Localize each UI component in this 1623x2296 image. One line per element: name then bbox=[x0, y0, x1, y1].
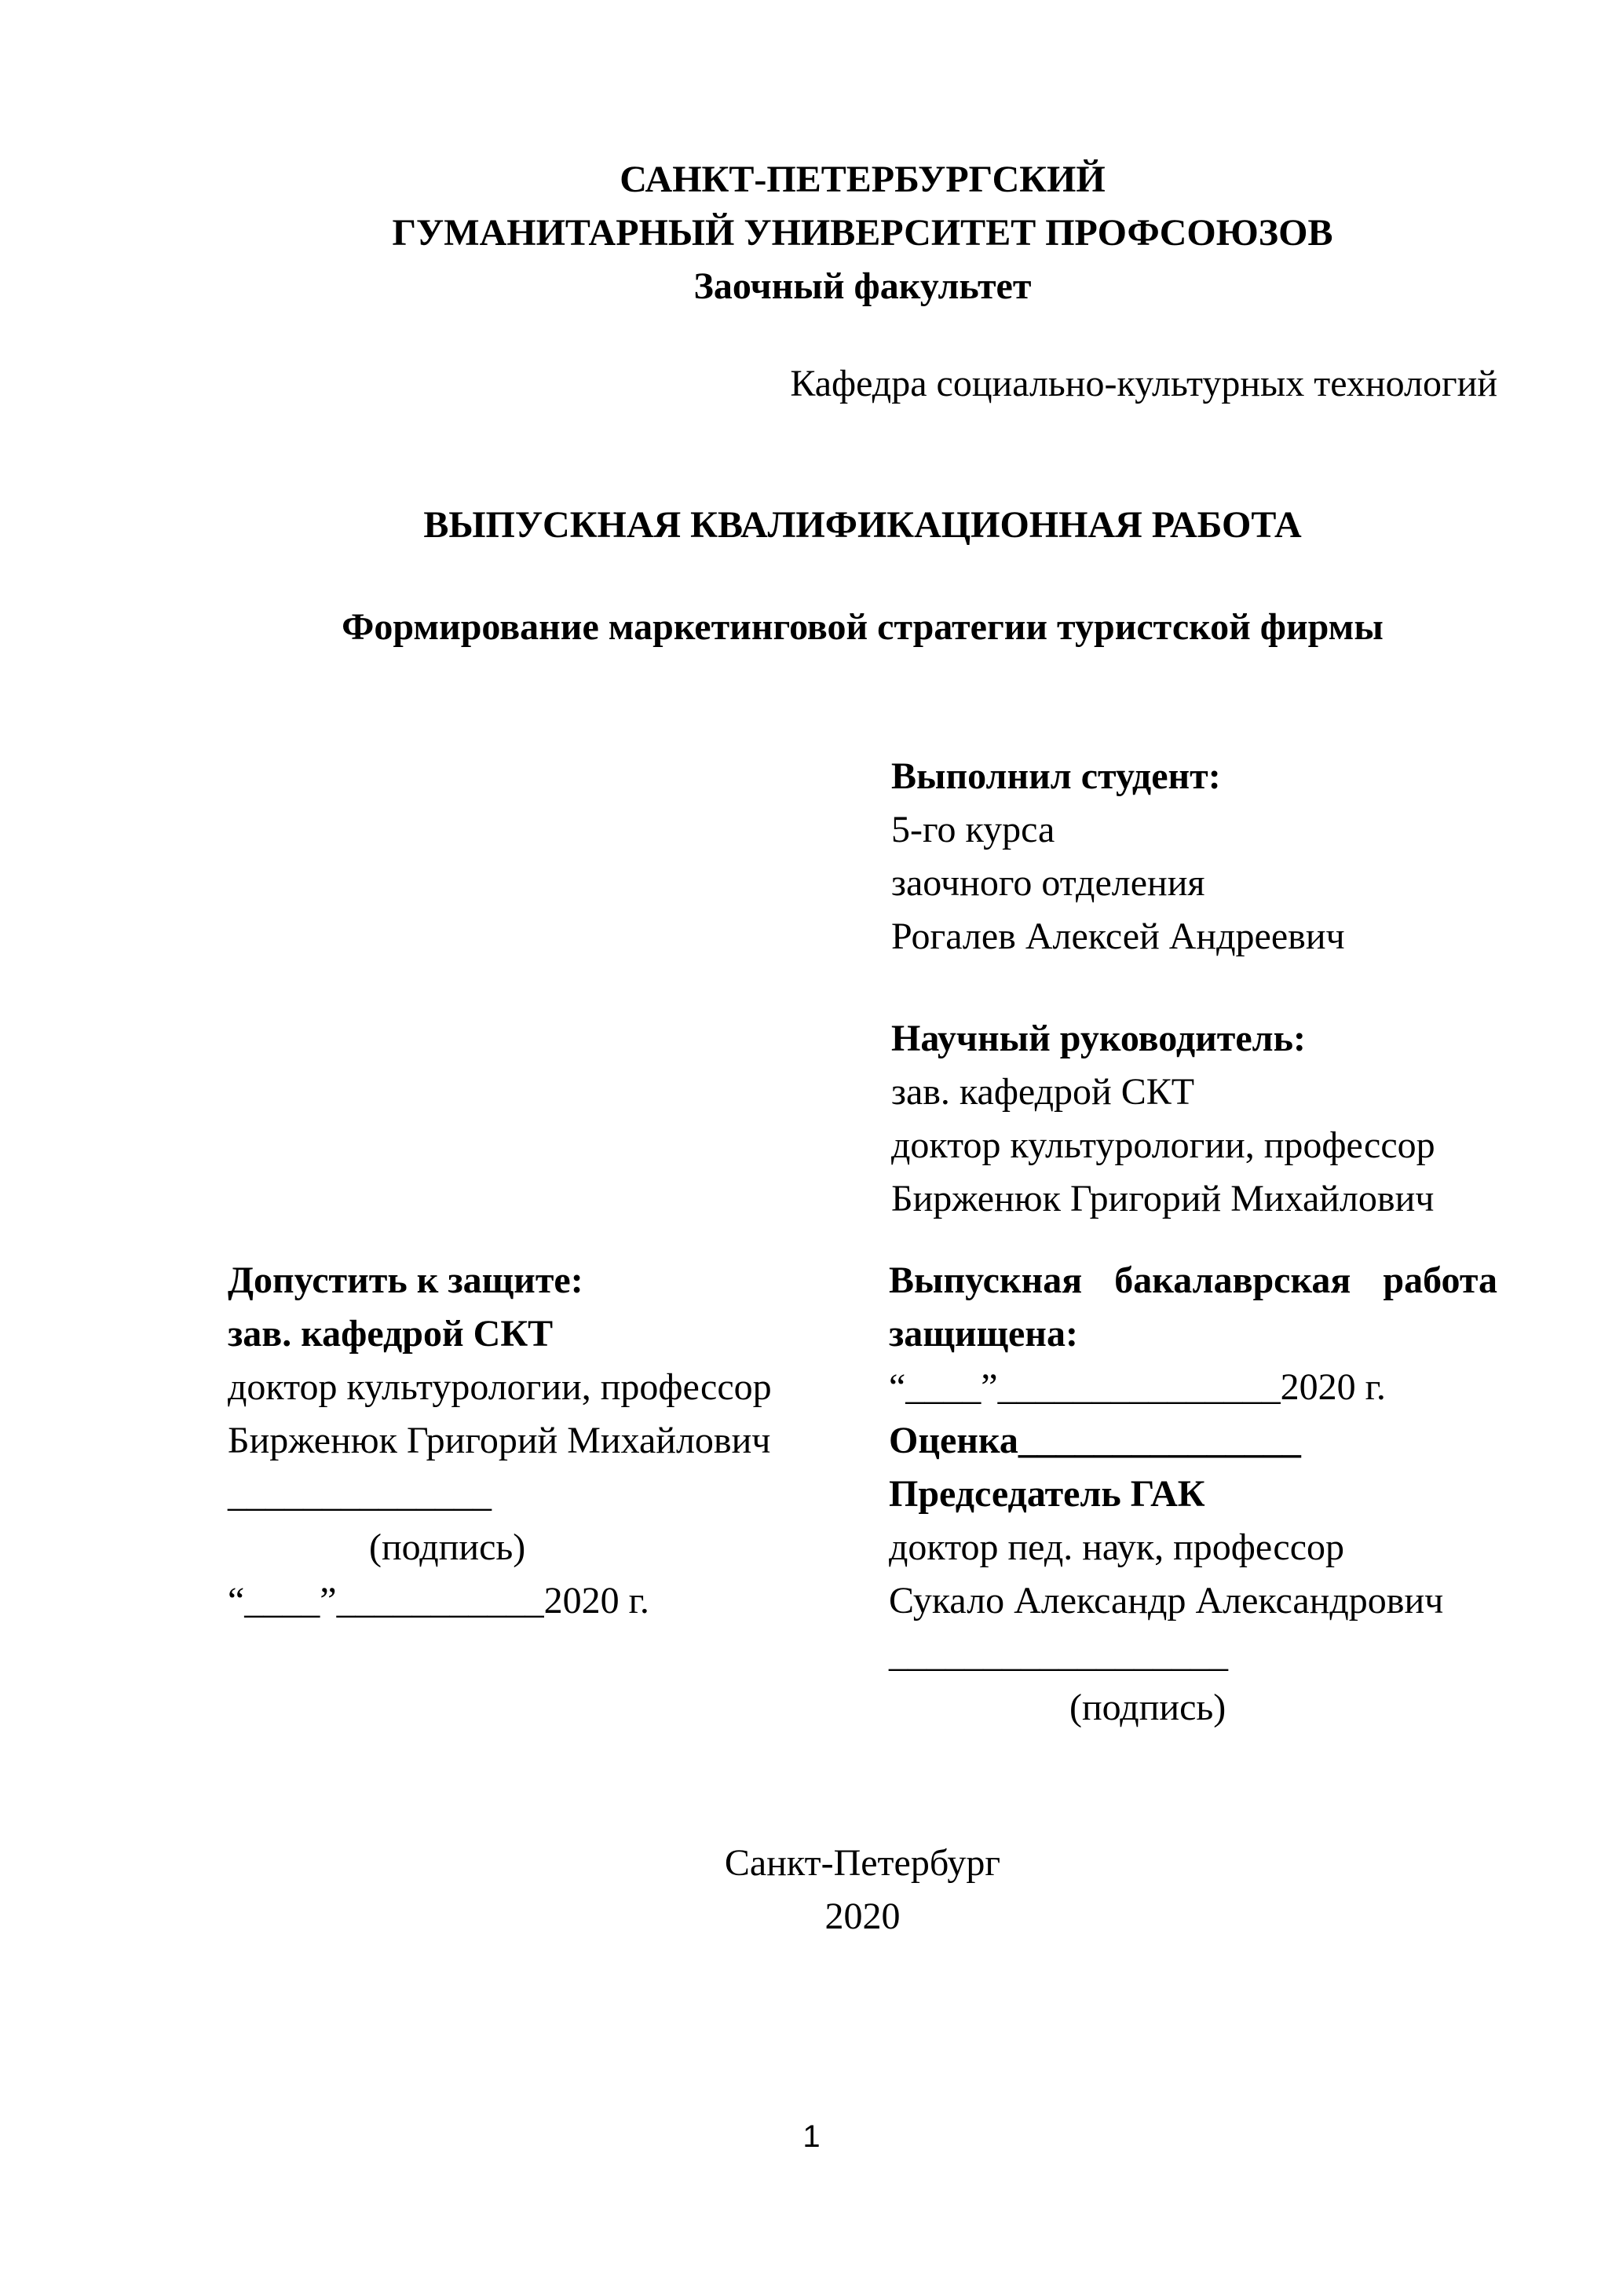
university-name-line-2: ГУМАНИТАРНЫЙ УНИВЕРСИТЕТ ПРОФСОЮЗОВ bbox=[392, 212, 1333, 254]
advisor-degree: доктор культурологии, профессор bbox=[891, 1124, 1435, 1166]
admission-position: зав. кафедрой СКТ bbox=[228, 1313, 554, 1355]
admission-name: Бирженюк Григорий Михайлович bbox=[228, 1420, 771, 1461]
university-name-line-1: САНКТ-ПЕТЕРБУРГСКИЙ bbox=[620, 159, 1106, 200]
admission-degree: доктор культурологии, профессор bbox=[228, 1366, 772, 1408]
page-number: 1 bbox=[802, 2119, 821, 2154]
gak-chairman-heading: Председатель ГАК bbox=[889, 1473, 1205, 1515]
defense-signature-caption: (подпись) bbox=[1069, 1687, 1226, 1728]
admission-section bbox=[228, 1254, 836, 1735]
defense-grade-line: Оценка_______________ bbox=[889, 1420, 1301, 1461]
student-course: 5-го курса bbox=[891, 809, 1055, 850]
advisor-position: зав. кафедрой СКТ bbox=[891, 1071, 1195, 1113]
work-title: Формирование маркетинговой стратегии туристской фирмы bbox=[342, 606, 1384, 648]
work-type-heading: ВЫПУСКНАЯ КВАЛИФИКАЦИОННАЯ РАБОТА bbox=[423, 504, 1302, 546]
student-section bbox=[891, 750, 1497, 963]
chairman-name: Сукало Александр Александрович bbox=[889, 1580, 1444, 1621]
advisor-heading: Научный руководитель: bbox=[891, 1018, 1306, 1059]
student-mode: заочного отделения bbox=[891, 862, 1205, 904]
department-name: Кафедра социально-культурных технологий bbox=[790, 363, 1497, 404]
university-header bbox=[228, 153, 1497, 313]
chairman-degree: доктор пед. наук, профессор bbox=[889, 1526, 1345, 1568]
footer-city-year bbox=[228, 1837, 1497, 1943]
defense-signature-line: __________________ bbox=[889, 1633, 1228, 1675]
advisor-name: Бирженюк Григорий Михайлович bbox=[891, 1178, 1435, 1219]
approval-columns bbox=[228, 1254, 1497, 1735]
performed-by-heading: Выполнил студент: bbox=[891, 755, 1221, 797]
defense-heading-line-1: Выпускная бакалаврская работа bbox=[889, 1260, 1497, 1301]
defense-date-line: “____”_______________2020 г. bbox=[889, 1366, 1386, 1408]
defense-heading-line-2: защищена: bbox=[889, 1313, 1078, 1355]
footer-year: 2020 bbox=[824, 1896, 901, 1937]
advisor-section bbox=[891, 1012, 1497, 1226]
admission-signature-line: ______________ bbox=[228, 1473, 492, 1515]
footer-city: Санкт-Петербург bbox=[724, 1842, 1001, 1884]
faculty-name: Заочный факультет bbox=[693, 265, 1032, 307]
admission-heading: Допустить к защите: bbox=[228, 1260, 583, 1301]
defense-section bbox=[889, 1254, 1497, 1735]
admission-signature-caption: (подпись) bbox=[369, 1526, 526, 1568]
student-name: Рогалев Алексей Андреевич bbox=[891, 916, 1345, 957]
admission-date-line: “____”___________2020 г. bbox=[228, 1580, 649, 1621]
